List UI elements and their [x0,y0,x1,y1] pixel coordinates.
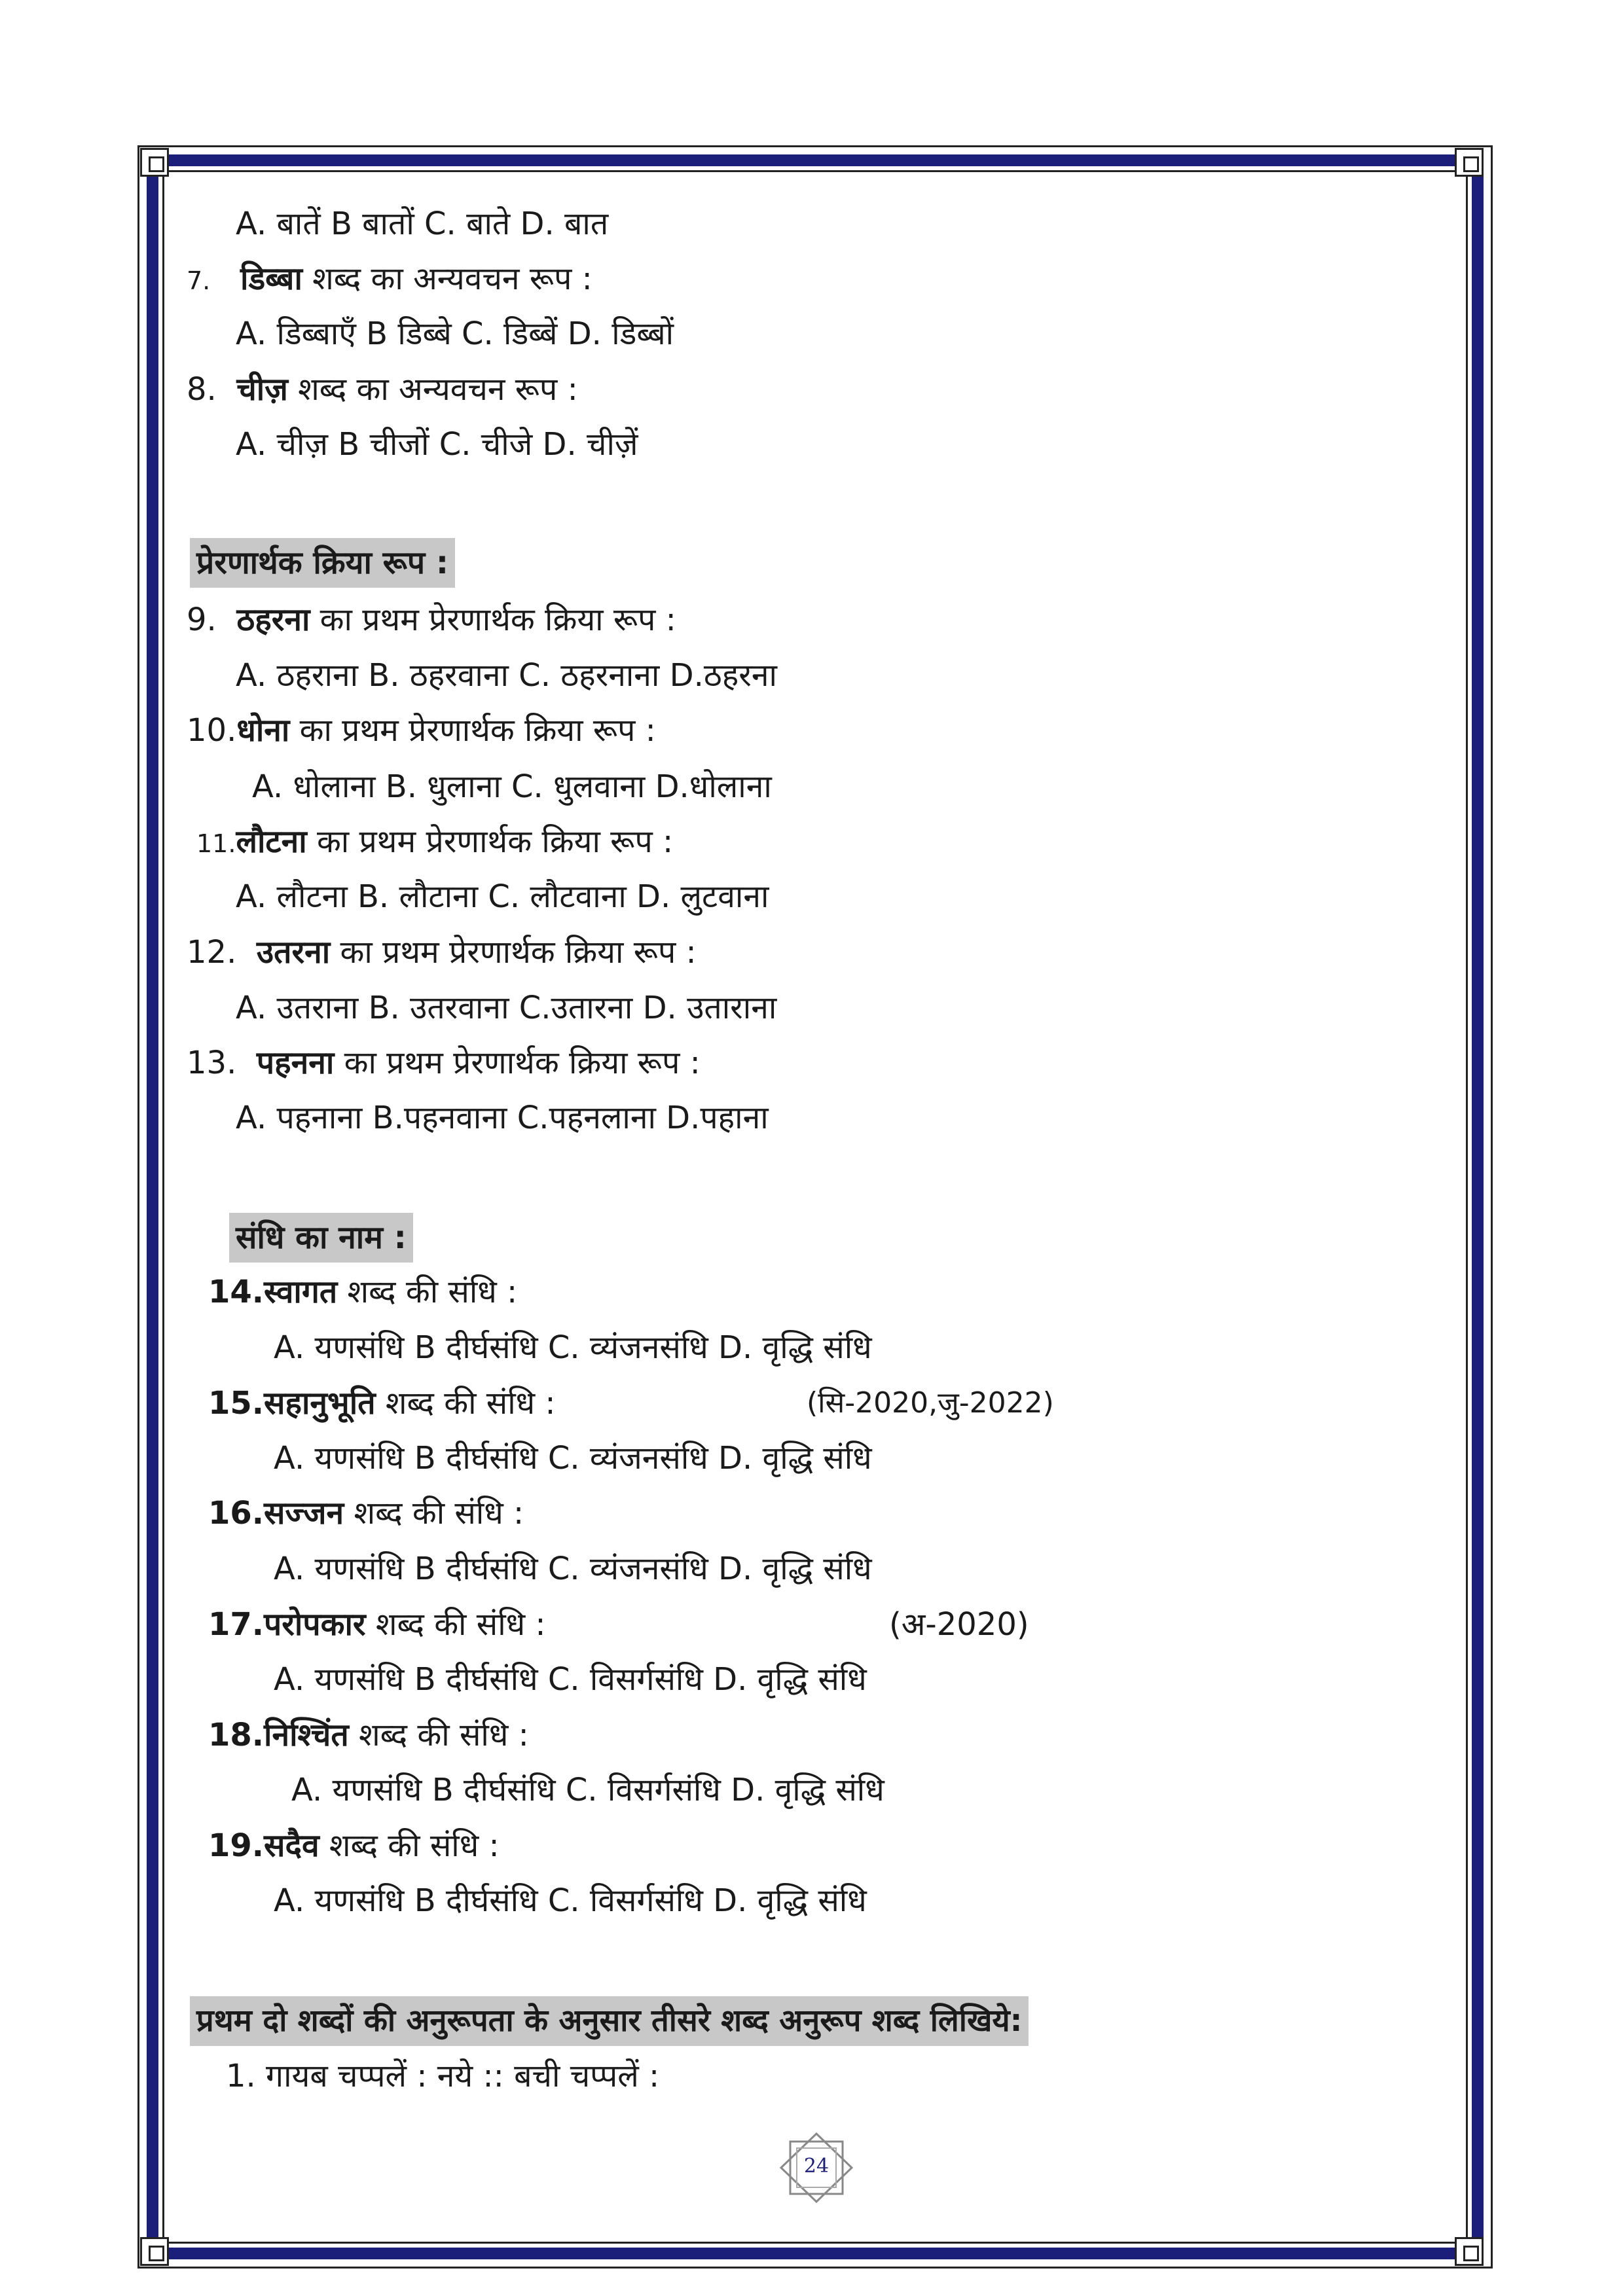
question-text: शब्द की संधि : [344,1495,524,1532]
q12-options: A. उतराना B. उतरवाना C.उतारना D. उताराना [236,990,777,1026]
question-word: डिब्बा [240,260,302,297]
question-15 [208,1382,556,1424]
corner-ornament [140,2237,169,2266]
question-10 [187,709,656,751]
question-text: का प्रथम प्रेरणार्थक क्रिया रूप : [334,1045,701,1081]
page-number: 24 [803,2155,830,2178]
question-text: शब्द की संधि : [365,1606,546,1643]
question-text: शब्द का अन्यवचन रूप : [287,371,578,408]
question-number: 12. [187,934,237,971]
question-number: 14. [208,1274,264,1310]
question-word: पहनना [256,1045,335,1081]
question-17 [208,1604,546,1645]
question-text: का प्रथम प्रेरणार्थक क्रिया रूप : [289,712,656,749]
exam-year-tag: (अ-2020) [889,1606,1029,1643]
question-number: 11. [196,829,236,858]
question-number: 19. [208,1827,264,1864]
question-number: 16. [208,1495,264,1532]
question-14 [208,1271,517,1313]
question-18 [208,1714,529,1756]
question-word: निश्चिंत [264,1717,349,1753]
question-number: 17. [208,1606,264,1643]
question-text: शब्द की संधि : [319,1827,500,1864]
q10-options: A. धोलाना B. धुलाना C. धुलवाना D.धोलाना [252,768,772,805]
page-number-ornament [773,2132,860,2203]
question-word: सदैव [264,1827,319,1864]
section-heading-prernarthak: प्रेरणार्थक क्रिया रूप : [190,538,455,588]
q17-options: A. यणसंधि B दीर्घसंधि C. विसर्गसंधि D. वृद्धि संधि [274,1661,867,1698]
question-word: धोना [236,712,290,749]
question-word: उतरना [256,934,331,971]
question-word: स्वागत [264,1274,338,1310]
question-number: 13. [187,1045,237,1081]
question-text: शब्द की संधि : [337,1274,518,1310]
q8-options: A. चीज़ B चीजों C. चीजे D. चीज़ें [236,426,638,463]
question-11 [196,821,673,865]
question-word: चीज़ [236,371,288,408]
question-word: परोपकार [264,1606,366,1643]
question-word: ठहरना [236,601,310,638]
question-number: 18. [208,1717,264,1753]
question-number: 8. [187,371,217,408]
question-7 [187,258,593,302]
corner-ornament [140,148,169,177]
q7-options: A. डिब्बाएँ B डिब्बे C. डिब्बें D. डिब्बों [236,315,674,352]
question-8 [187,368,578,410]
question-16 [208,1492,524,1534]
q14-options: A. यणसंधि B दीर्घसंधि C. व्यंजनसंधि D. वृद्धि संधि [274,1329,872,1366]
question-text: का प्रथम प्रेरणार्थक क्रिया रूप : [306,823,674,860]
question-number: 15. [208,1385,264,1422]
section-heading-sandhi: संधि का नाम : [229,1213,413,1263]
question-19 [208,1825,500,1867]
question-text: शब्द की संधि : [375,1385,556,1422]
question-word: सज्जन [264,1495,344,1532]
question-number: 7. [187,266,211,295]
question-text: शब्द की संधि : [348,1717,529,1753]
analogy-question-1: 1. गायब चप्पलें : नये :: बची चप्पलें : [226,2058,660,2094]
question-word: लौटना [236,823,307,860]
page-border-inner [162,170,1468,2244]
corner-ornament [1455,2237,1484,2266]
section-heading-analogy: प्रथम दो शब्दों की अनुरूपता के अनुसार तीसरे शब्द अनुरूप शब्द लिखिये: [190,1996,1029,2046]
q16-options: A. यणसंधि B दीर्घसंधि C. व्यंजनसंधि D. वृद्धि संधि [274,1551,872,1587]
question-text: का प्रथम प्रेरणार्थक क्रिया रूप : [310,601,676,638]
q19-options: A. यणसंधि B दीर्घसंधि C. विसर्गसंधि D. वृद्धि संधि [274,1882,867,1919]
q18-options: A. यणसंधि B दीर्घसंधि C. विसर्गसंधि D. वृद्धि संधि [291,1772,884,1808]
q15-options: A. यणसंधि B दीर्घसंधि C. व्यंजनसंधि D. वृद्धि संधि [274,1440,872,1477]
question-number: 9. [187,601,217,638]
exam-year-tag: (सि-2020,जु-2022) [807,1386,1054,1420]
question-13 [187,1042,701,1084]
q6-options: A. बातें B बातों C. बाते D. बात [236,206,609,242]
question-number: 10. [187,712,237,749]
q13-options: A. पहनाना B.पहनवाना C.पहनलाना D.पहाना [236,1100,769,1136]
corner-ornament [1455,148,1484,177]
question-text: शब्द का अन्यवचन रूप : [302,260,593,297]
question-9 [187,599,676,641]
q9-options: A. ठहराना B. ठहरवाना C. ठहरनाना D.ठहरना [236,657,777,694]
question-word: सहानुभूति [264,1385,376,1422]
question-12 [187,931,697,973]
q11-options: A. लौटना B. लौटाना C. लौटवाना D. लुटवाना [236,878,769,915]
question-text: का प्रथम प्रेरणार्थक क्रिया रूप : [330,934,697,971]
